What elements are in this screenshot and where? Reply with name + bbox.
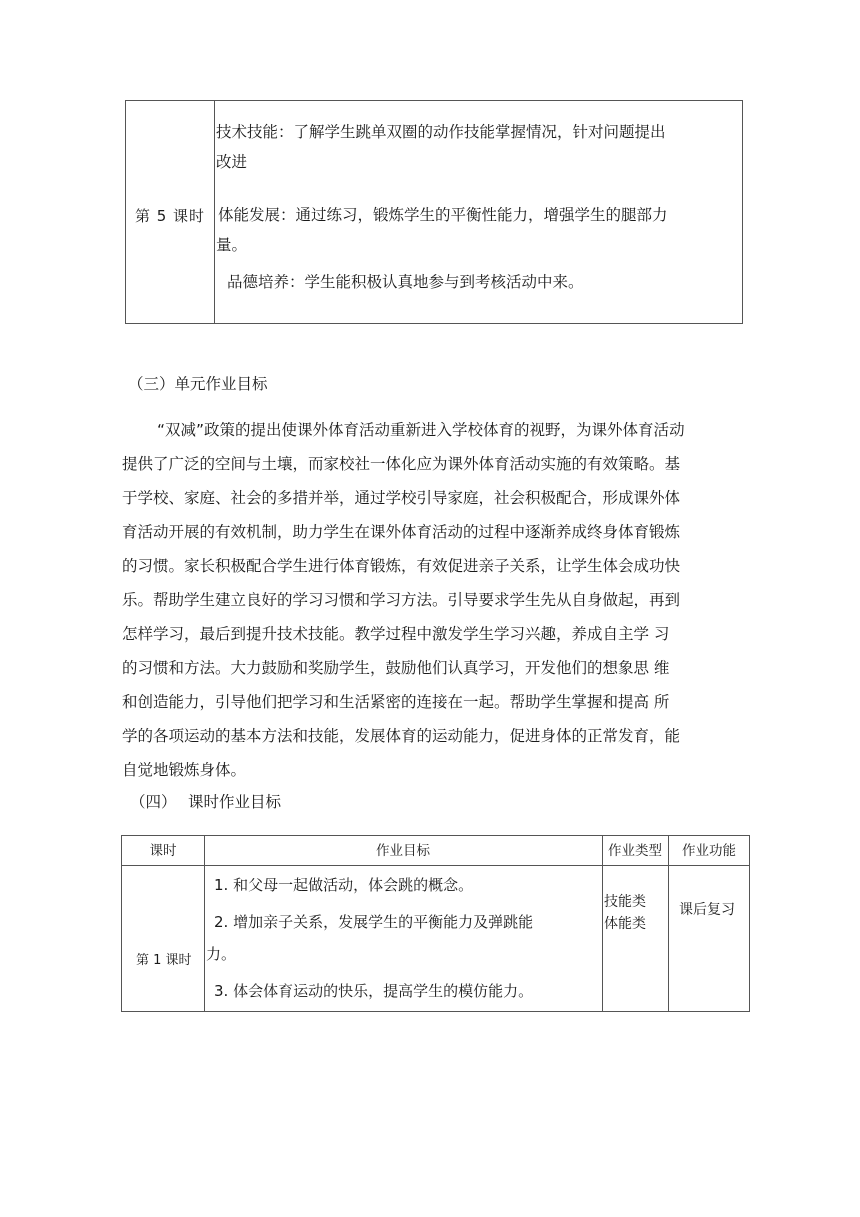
paragraph-line: 和创造能力，引导他们把学习和生活紧密的连接在一起。帮助学生掌握和提高 所	[122, 693, 670, 711]
table-header-divider	[122, 865, 749, 866]
row-function: 课后复习	[679, 902, 735, 918]
paragraph-line: 学的各项运动的基本方法和技能，发展体育的运动能力，促进身体的正常发育，能	[122, 727, 681, 745]
table-column-divider	[668, 836, 669, 1011]
table-column-divider	[602, 836, 603, 1011]
header-period: 课时	[149, 843, 177, 859]
fitness-goal-line-cont: 量。	[216, 236, 248, 254]
lesson-goals-table	[121, 835, 750, 1012]
header-type: 作业类型	[608, 843, 662, 859]
row-type-skill: 技能类	[604, 894, 646, 910]
skill-goal-line-cont: 改进	[216, 153, 248, 171]
paragraph-line: “双减”政策的提出使课外体育活动重新进入学校体育的视野，为课外体育活动	[157, 421, 685, 439]
row-goal-2-cont: 力。	[206, 945, 237, 963]
period-label: 第 5 课时	[134, 207, 206, 225]
paragraph-line: 乐。帮助学生建立良好的学习习惯和学习方法。引导要求学生先从自身做起，再到	[122, 591, 681, 609]
period-5-table	[125, 100, 743, 324]
table-column-divider	[214, 101, 215, 323]
paragraph-line: 提供了广泛的空间与土壤，而家校社一体化应为课外体育活动实施的有效策略。基	[122, 455, 681, 473]
row-goal-3: 3. 体会体育运动的快乐，提高学生的模仿能力。	[214, 982, 534, 1000]
section-heading-unit-goals: （三）单元作业目标	[128, 375, 268, 393]
section-heading-lesson-goals: 课时作业目标	[188, 793, 282, 811]
fitness-goal-line: 体能发展：通过练习，锻炼学生的平衡性能力，增强学生的腿部力	[218, 206, 668, 224]
section-heading-number: （四）	[130, 793, 177, 811]
paragraph-line: 怎样学习，最后到提升技术技能。教学过程中激发学生学习兴趣，养成自主学 习	[122, 625, 670, 643]
paragraph-line: 育活动开展的有效机制，助力学生在课外体育活动的过程中逐渐养成终身体育锻炼	[122, 523, 681, 541]
character-goal-line: 品德培养：学生能积极认真地参与到考核活动中来。	[227, 273, 584, 291]
paragraph-line: 于学校、家庭、社会的多措并举，通过学校引导家庭，社会积极配合，形成课外体	[122, 489, 681, 507]
paragraph-line: 的习惯和方法。大力鼓励和奖励学生，鼓励他们认真学习，开发他们的想象思 维	[122, 659, 670, 677]
header-function: 作业功能	[682, 843, 736, 859]
skill-goal-line: 技术技能：了解学生跳单双圈的动作技能掌握情况，针对问题提出	[216, 123, 666, 141]
row-goal-1: 1. 和父母一起做活动，体会跳的概念。	[214, 876, 474, 894]
row-type-fitness: 体能类	[604, 916, 646, 932]
paragraph-line: 的习惯。家长积极配合学生进行体育锻炼，有效促进亲子关系，让学生体会成功快	[122, 557, 681, 575]
row-goal-2: 2. 增加亲子关系，发展学生的平衡能力及弹跳能	[214, 913, 534, 931]
row-period: 第 1 课时	[136, 953, 192, 968]
table-column-divider	[204, 836, 205, 1011]
header-goal: 作业目标	[376, 843, 430, 859]
paragraph-line: 自觉地锻炼身体。	[122, 761, 247, 779]
